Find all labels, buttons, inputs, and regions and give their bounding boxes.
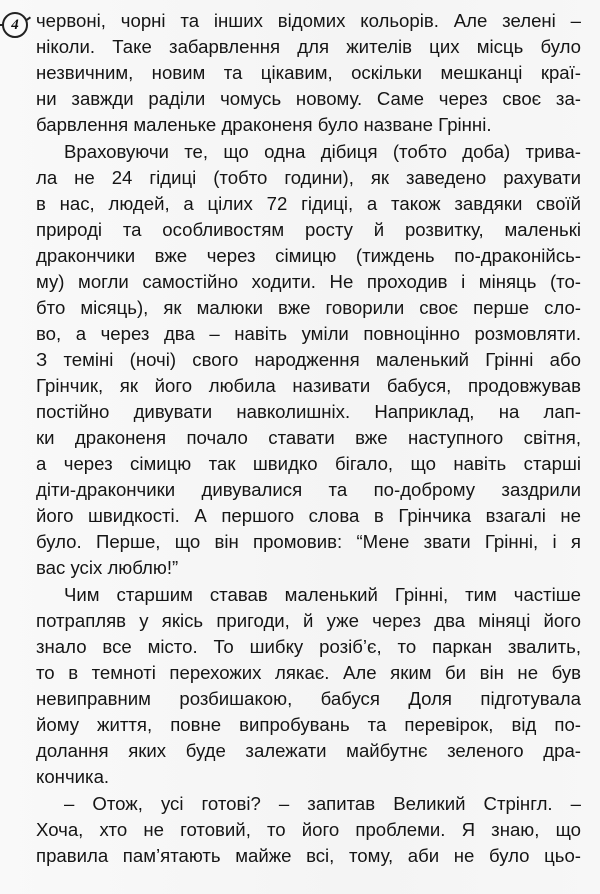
text-line: вас усіх люблю!” [36,557,179,578]
text-line: його швидкості. А першого слова в Грінчика взагалі не [36,505,581,526]
text-line: то в темноті перехожих лякає. Але яким би він не був [36,662,581,683]
text-line: незвичним, новим та цікавим, оскільки мешканці краї- [36,62,581,83]
text-line: йому життя, повне випробувань та перевірок, від по- [36,714,581,735]
text-line: бто місяць), як малюки вже говорили своє перше сло- [36,297,581,318]
text-line: кончика. [36,766,110,787]
text-line: ніколи. Таке забарвлення для жителів цих місць було [36,36,581,57]
text-line: знало все місто. То шибку розіб’є, то паркан звалить, [36,636,581,657]
text-line: – Отож, усі готові? – запитав Великий Стрінгл. – [64,793,581,814]
text-line: Враховуючи те, що одна дібиця (тобто доба) трива- [64,141,581,162]
text-line: діти-дракончики дивувалися та по-доброму заздрили [36,479,581,500]
text-line: во, а через два – навіть уміли повноцінно розмовляти. [36,323,581,344]
text-line: З теміні (ночі) свого народження маленький Грінні або [36,349,581,370]
text-line: потрапляв у якісь пригоди, й уже через два міняці його [36,610,581,631]
text-line: барвлення маленьке драконеня було назване Грінні. [36,114,492,135]
text-line: долання яких буде залежати майбутнє зеленого дра- [36,740,581,761]
page-number: 4 [2,12,28,38]
text-line: постійно дивувати навколишніх. Наприклад, на лап- [36,401,581,422]
text-line: правила пам’ятають майже всі, тому, аби не було цьо- [36,845,581,866]
text-line: ки драконеня почало ставати вже наступного світня, [36,427,581,448]
text-line: му) могли самостійно ходити. Не проходив і міняць (то- [36,271,581,292]
text-line: Грінчик, як його любила називати бабуся, продовжував [36,375,581,396]
text-line: було. Перше, що він промовив: “Мене звати Грінні, і я [36,531,581,552]
text-line: Хоча, хто не готовий, то його проблеми. Я знаю, що [36,819,581,840]
text-line: ни завжди раділи чомусь новому. Саме через своє за- [36,88,581,109]
text-line: Чим старшим ставав маленький Грінні, тим частіше [64,584,581,605]
text-line: невиправним розбишакою, бабуся Доля підготувала [36,688,581,709]
text-line: дракончики вже через сімицю (тиждень по-драконійсь- [36,245,581,266]
text-line: в нас, людей, а цілих 72 гідиці, а також завдяки своїй [36,193,581,214]
text-line: ла не 24 гідиці (тобто години), як заведено рахувати [36,167,581,188]
text-line: червоні, чорні та інших відомих кольорів. Але зелені – [36,10,581,31]
text-line: природі та особливостям росту й розвитку, маленькі [36,219,581,240]
text-line: а через сімицю так швидко бігало, що навіть старші [36,453,581,474]
